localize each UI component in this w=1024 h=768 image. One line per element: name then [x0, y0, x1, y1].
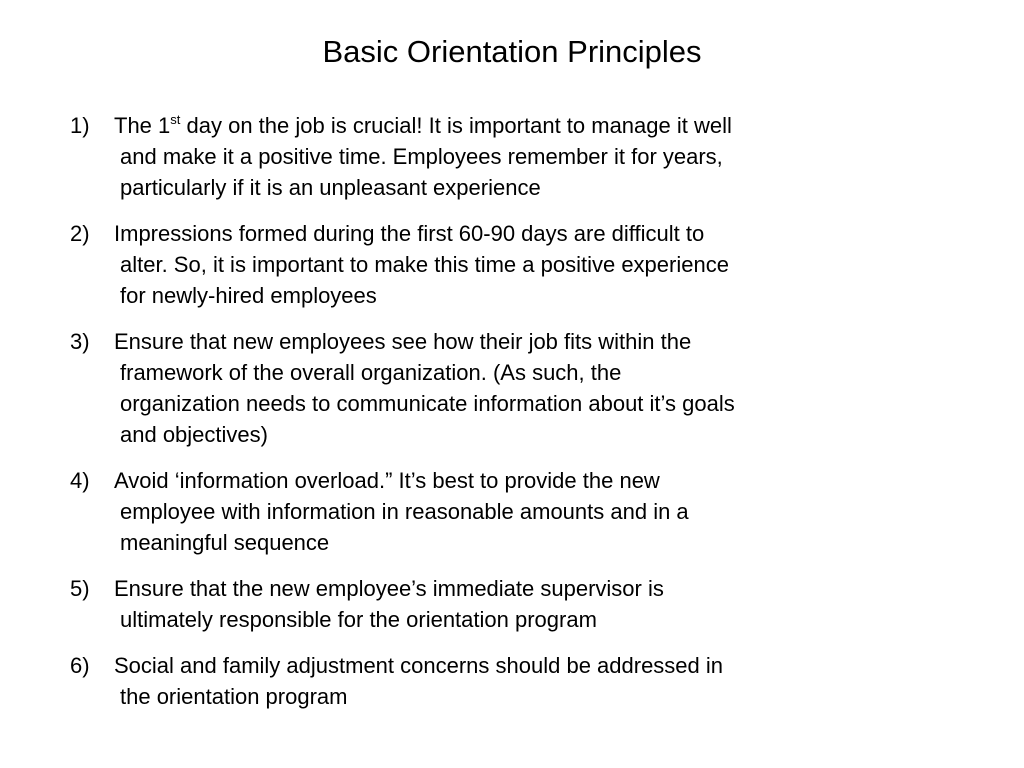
- principle-line: framework of the overall organization. (As such, the: [120, 360, 622, 385]
- principle-number: 6): [70, 653, 90, 678]
- principle-line: and objectives): [120, 422, 268, 447]
- principle-number: 2): [70, 221, 90, 246]
- slide-title: Basic Orientation Principles: [322, 34, 702, 69]
- principle-line: alter. So, it is important to make this time a positive experience: [120, 252, 729, 277]
- principle-line: particularly if it is an unpleasant experience: [120, 175, 541, 200]
- principle-text: [114, 650, 860, 712]
- principle-line-after-superscript: day on the job is crucial! It is important to manage it well: [180, 113, 732, 138]
- principle-line: Social and family adjustment concerns should be addressed in: [114, 653, 724, 678]
- ordinal-superscript: st: [170, 111, 181, 127]
- principle-text: [114, 218, 860, 311]
- principle-line: the orientation program: [120, 684, 348, 709]
- principle-number: 4): [70, 468, 90, 493]
- principle-number: 3): [70, 329, 90, 354]
- principle-item-5: [70, 573, 860, 635]
- principle-text: [114, 465, 860, 558]
- principle-line: Ensure that the new employee’s immediate supervisor is: [114, 576, 664, 601]
- principle-item-6: [70, 650, 860, 712]
- principle-line: [114, 110, 860, 141]
- principle-line: Ensure that new employees see how their job fits within the: [114, 329, 692, 354]
- principle-item-1: [70, 110, 860, 203]
- principle-item-4: [70, 465, 860, 558]
- principle-line: for newly-hired employees: [120, 283, 377, 308]
- principles-list: [70, 110, 860, 727]
- principle-line: employee with information in reasonable amounts and in a: [120, 499, 689, 524]
- principle-number: 5): [70, 576, 90, 601]
- principle-line: Impressions formed during the first 60-90 days are difficult to: [114, 221, 705, 246]
- principle-line: Avoid ‘information overload.” It’s best to provide the new: [114, 468, 660, 493]
- principle-line: ultimately responsible for the orientation program: [120, 607, 597, 632]
- principle-text: [114, 573, 860, 635]
- principle-text: [114, 110, 860, 203]
- principle-line-before-superscript: The 1: [114, 113, 171, 138]
- principle-line: organization needs to communicate information about it’s goals: [120, 391, 735, 416]
- principle-number: 1): [70, 113, 90, 138]
- principle-text: [114, 326, 860, 450]
- principle-item-2: [70, 218, 860, 311]
- principle-line: and make it a positive time. Employees remember it for years,: [120, 144, 723, 169]
- principle-line: meaningful sequence: [120, 530, 330, 555]
- principle-item-3: [70, 326, 860, 450]
